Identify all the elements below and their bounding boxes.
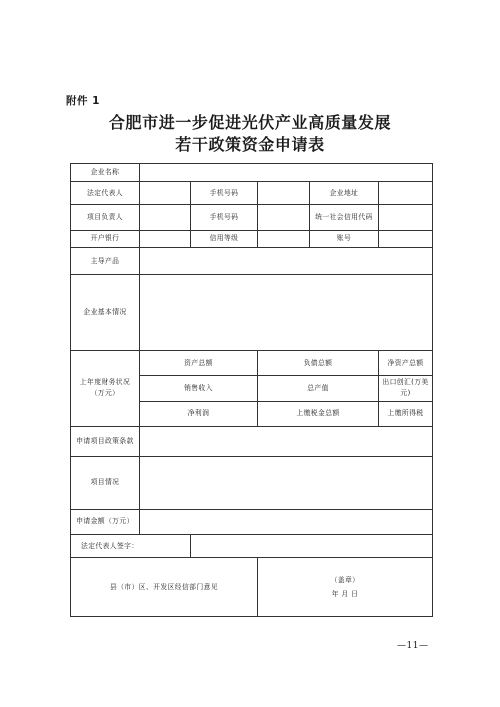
label-income-tax-paid: 上缴所得税 bbox=[379, 401, 433, 426]
field-policy-clause[interactable] bbox=[140, 426, 433, 456]
field-legal-rep-phone[interactable] bbox=[258, 182, 310, 205]
label-account: 账号 bbox=[310, 230, 379, 247]
field-legal-signature[interactable] bbox=[191, 534, 433, 557]
label-total-assets: 资产总额 bbox=[140, 351, 258, 376]
label-legal-rep: 法定代表人 bbox=[71, 182, 140, 205]
label-credit-rating: 信用等级 bbox=[191, 230, 258, 247]
label-county-opinion: 县（市）区、开发区经信部门意见 bbox=[71, 558, 258, 617]
field-credit-code[interactable] bbox=[379, 205, 433, 230]
label-main-product: 主导产品 bbox=[71, 247, 140, 274]
field-apply-amount[interactable] bbox=[140, 509, 433, 534]
label-net-assets: 净资产总额 bbox=[379, 351, 433, 376]
label-project-lead-phone: 手机号码 bbox=[191, 205, 258, 230]
label-taxes-paid: 上缴税金总额 bbox=[258, 401, 379, 426]
date-label: 年 月 日 bbox=[331, 590, 359, 599]
field-bank[interactable] bbox=[140, 230, 191, 247]
field-company-name[interactable] bbox=[140, 164, 433, 182]
field-project-lead-phone[interactable] bbox=[258, 205, 310, 230]
field-credit-rating[interactable] bbox=[258, 230, 310, 247]
field-main-product[interactable] bbox=[140, 247, 433, 274]
field-county-opinion[interactable] bbox=[258, 558, 433, 617]
label-company-name: 企业名称 bbox=[71, 164, 140, 182]
label-export-earnings: 出口创汇(万美元) bbox=[379, 376, 433, 401]
label-credit-code: 统一社会信用代码 bbox=[310, 205, 379, 230]
label-legal-signature: 法定代表人签字： bbox=[71, 534, 191, 557]
page-title bbox=[0, 112, 500, 156]
label-total-liabilities: 负债总额 bbox=[258, 351, 379, 376]
seal-label: （盖章） bbox=[330, 576, 360, 585]
field-account[interactable] bbox=[379, 230, 433, 247]
field-legal-rep[interactable] bbox=[140, 182, 191, 205]
attachment-label: 附件 1 bbox=[66, 95, 100, 107]
application-form-table bbox=[70, 163, 433, 617]
label-net-profit: 净利润 bbox=[140, 401, 258, 426]
label-total-output: 总产值 bbox=[258, 376, 379, 401]
label-bank: 开户银行 bbox=[71, 230, 140, 247]
field-address[interactable] bbox=[379, 182, 433, 205]
label-legal-rep-phone: 手机号码 bbox=[191, 182, 258, 205]
page-number: —11— bbox=[397, 641, 429, 651]
label-apply-amount: 申请金额（万元） bbox=[71, 509, 140, 534]
label-company-basic: 企业基本情况 bbox=[71, 275, 140, 351]
label-sales-revenue: 销售收入 bbox=[140, 376, 258, 401]
label-project-status: 项目情况 bbox=[71, 457, 140, 510]
label-project-lead: 项目负责人 bbox=[71, 205, 140, 230]
label-address: 企业地址 bbox=[310, 182, 379, 205]
field-company-basic[interactable] bbox=[140, 275, 433, 351]
label-policy-clause: 申请项目政策条款 bbox=[71, 426, 140, 456]
title-line-2: 若干政策资金申请表 bbox=[175, 135, 325, 154]
field-project-status[interactable] bbox=[140, 457, 433, 510]
field-project-lead[interactable] bbox=[140, 205, 191, 230]
title-line-1: 合肥市进一步促进光伏产业高质量发展 bbox=[108, 113, 392, 132]
label-finance: 上年度财务状况（万元） bbox=[71, 351, 140, 427]
